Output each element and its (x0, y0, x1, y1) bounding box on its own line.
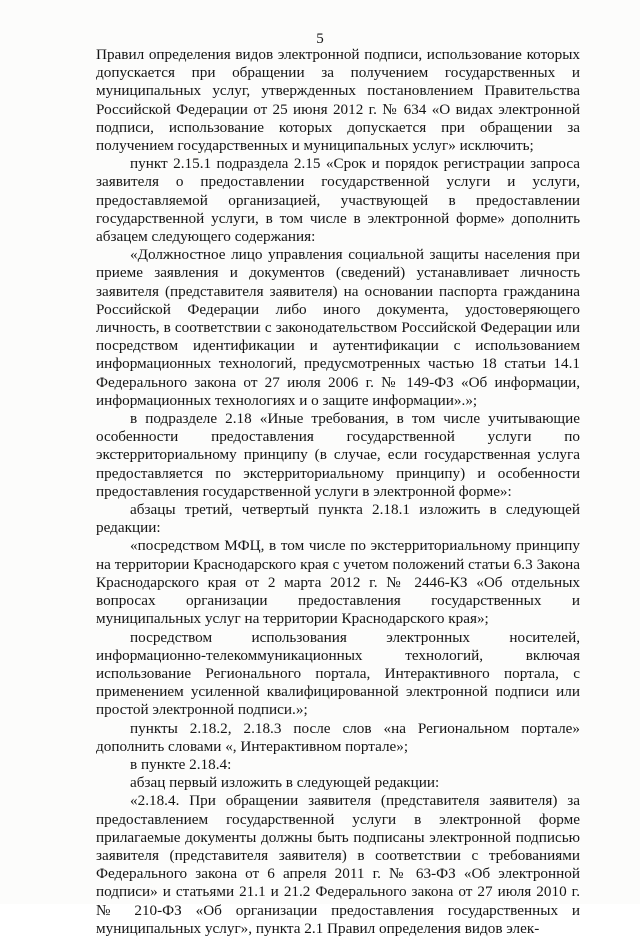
paragraph: в подразделе 2.18 «Иные требования, в том числе учитывающие особенности предоставления государственной услуги по экстерриториальному принципу (в случае, если государственная услуга предоставляется по экстерриториальному принципу) и особенности предоставления государственной услуги в электронной форме»: (96, 410, 580, 500)
paragraph: «Должностное лицо управления социальной защиты населения при приеме заявления и документов (сведений) устанавливает личность заявителя (представителя заявителя) на основании паспорта гражданина Российской Федерации либо иного документа, удостоверяющего личность, в соответствии с законодательством Российской Федерации или посредством идентификации и аутентификации с использованием информационных технологий, предусмотренных частью 18 статьи 14.1 Федерального закона от 27 июля 2006 г. № 149-ФЗ «Об информации, информационных технологиях и о защите информации».»; (96, 246, 580, 409)
body-text (96, 46, 580, 938)
paragraph: посредством использования электронных носителей, информационно-телекоммуникационных технологий, включая использование Регионального портала, Интерактивного портала, с применением усиленной квалифицированной электронной подписи или простой электронной подписи.»; (96, 628, 580, 719)
paragraph: Правил определения видов электронной подписи, использование которых допускается при обращении за получением государственных и муниципальных услуг, утвержденных постановлением Правительства Российской Федерации от 25 июня 2012 г. № 634 «О видах электронной подписи, использование которых допускается при обращении за получением государственных и муниципальных услуг» исключить; (96, 46, 580, 155)
paragraph: в пункте 2.18.4: (130, 755, 232, 773)
paragraph: пункт 2.15.1 подраздела 2.15 «Срок и порядок регистрации запроса заявителя о предоставлении государственной услуги и услуги, предоставляемой организацией, участвующей в предоставлении государственной услуги, в том числе в электронной форме» дополнить абзацем следующего содержания: (96, 155, 580, 246)
paragraph: пункты 2.18.2, 2.18.3 после слов «на Региональном портале» дополнить словами «, Интерактивном портале»; (96, 719, 580, 755)
page-number: 5 (316, 31, 324, 47)
paragraph: «2.18.4. При обращении заявителя (представителя заявителя) за предоставлением государственной услуги в электронной форме прилагаемые документы должны быть подписаны электронной подписью заявителя (представителя заявителя) в соответствии с требованиями Федерального закона от 6 апреля 2011 г. № 63-ФЗ «Об электронной подписи» и статьями 21.1 и 21.2 Федерального закона от 27 июля 2010 г. № 210-ФЗ «Об организации предоставления государственных и муниципальных услуг», пункта 2.1 Правил определения видов элек- (96, 792, 580, 937)
paragraph: абзац первый изложить в следующей редакции: (130, 774, 440, 792)
paragraph: абзацы третий, четвертый пункта 2.18.1 изложить в следующей редакции: (96, 501, 580, 537)
paragraph: «посредством МФЦ, в том числе по экстерриториальному принципу на территории Краснодарского края с учетом положений статьи 6.3 Закона Краснодарского края от 2 марта 2012 г. № 2446-КЗ «Об отдельных вопросах организации предоставления государственных и муниципальных услуг на территории Краснодарского края»; (96, 537, 580, 628)
